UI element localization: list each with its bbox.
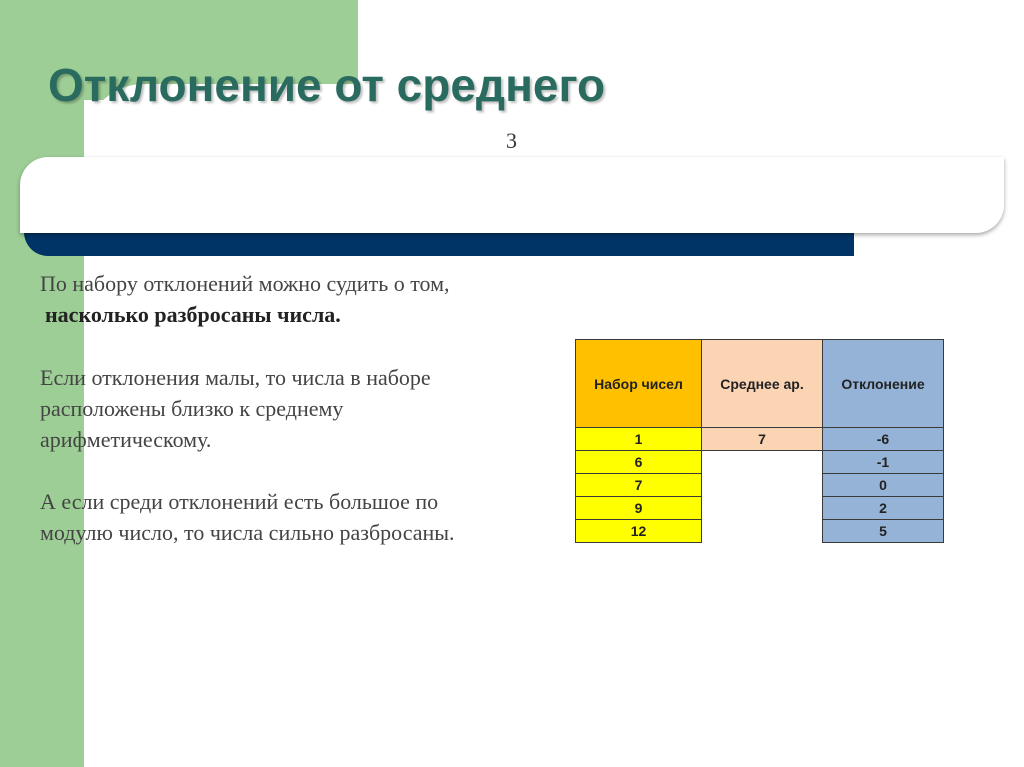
cell-number: 1 bbox=[576, 428, 702, 451]
paragraph-2-line-1: Если отклонения малы, то числа в наборе bbox=[40, 365, 431, 390]
slide-title: Отклонение от среднего bbox=[48, 59, 606, 111]
cell-number: 12 bbox=[576, 520, 702, 543]
emphasis-text: насколько разбросаны числа. bbox=[45, 302, 341, 327]
cell-number: 9 bbox=[576, 497, 702, 520]
paragraph-3-line-2: модулю число, то числа сильно разбросаны. bbox=[40, 520, 455, 545]
header-mean: Среднее ар. bbox=[702, 340, 823, 428]
cell-mean bbox=[702, 497, 823, 520]
cell-number: 7 bbox=[576, 474, 702, 497]
table-row bbox=[576, 497, 944, 520]
table-header-row bbox=[576, 340, 944, 428]
cell-deviation: -6 bbox=[823, 428, 944, 451]
cell-mean: 7 bbox=[702, 428, 823, 451]
paragraph-2-line-2: расположены близко к среднему bbox=[40, 396, 344, 421]
cell-deviation: -1 bbox=[823, 451, 944, 474]
paragraph-1-line-2 bbox=[45, 299, 341, 330]
header-deviation: Отклонение bbox=[823, 340, 944, 428]
cell-mean bbox=[702, 451, 823, 474]
cell-deviation: 5 bbox=[823, 520, 944, 543]
slide-number: 3 bbox=[506, 128, 517, 153]
paragraph-2-line-3: арифметическому. bbox=[40, 427, 212, 452]
table-row bbox=[576, 451, 944, 474]
cell-deviation: 0 bbox=[823, 474, 944, 497]
cell-number: 6 bbox=[576, 451, 702, 474]
table-row bbox=[576, 474, 944, 497]
table-row bbox=[576, 520, 944, 543]
cell-mean bbox=[702, 520, 823, 543]
table-row bbox=[576, 428, 944, 451]
header-number-set: Набор чисел bbox=[576, 340, 702, 428]
paragraph-3-line-1: А если среди отклонений есть большое по bbox=[40, 489, 439, 514]
banner bbox=[20, 157, 1004, 233]
cell-deviation: 2 bbox=[823, 497, 944, 520]
deviation-table bbox=[575, 339, 944, 543]
cell-mean bbox=[702, 474, 823, 497]
paragraph-1-line-1: По набору отклонений можно судить о том, bbox=[40, 271, 450, 296]
